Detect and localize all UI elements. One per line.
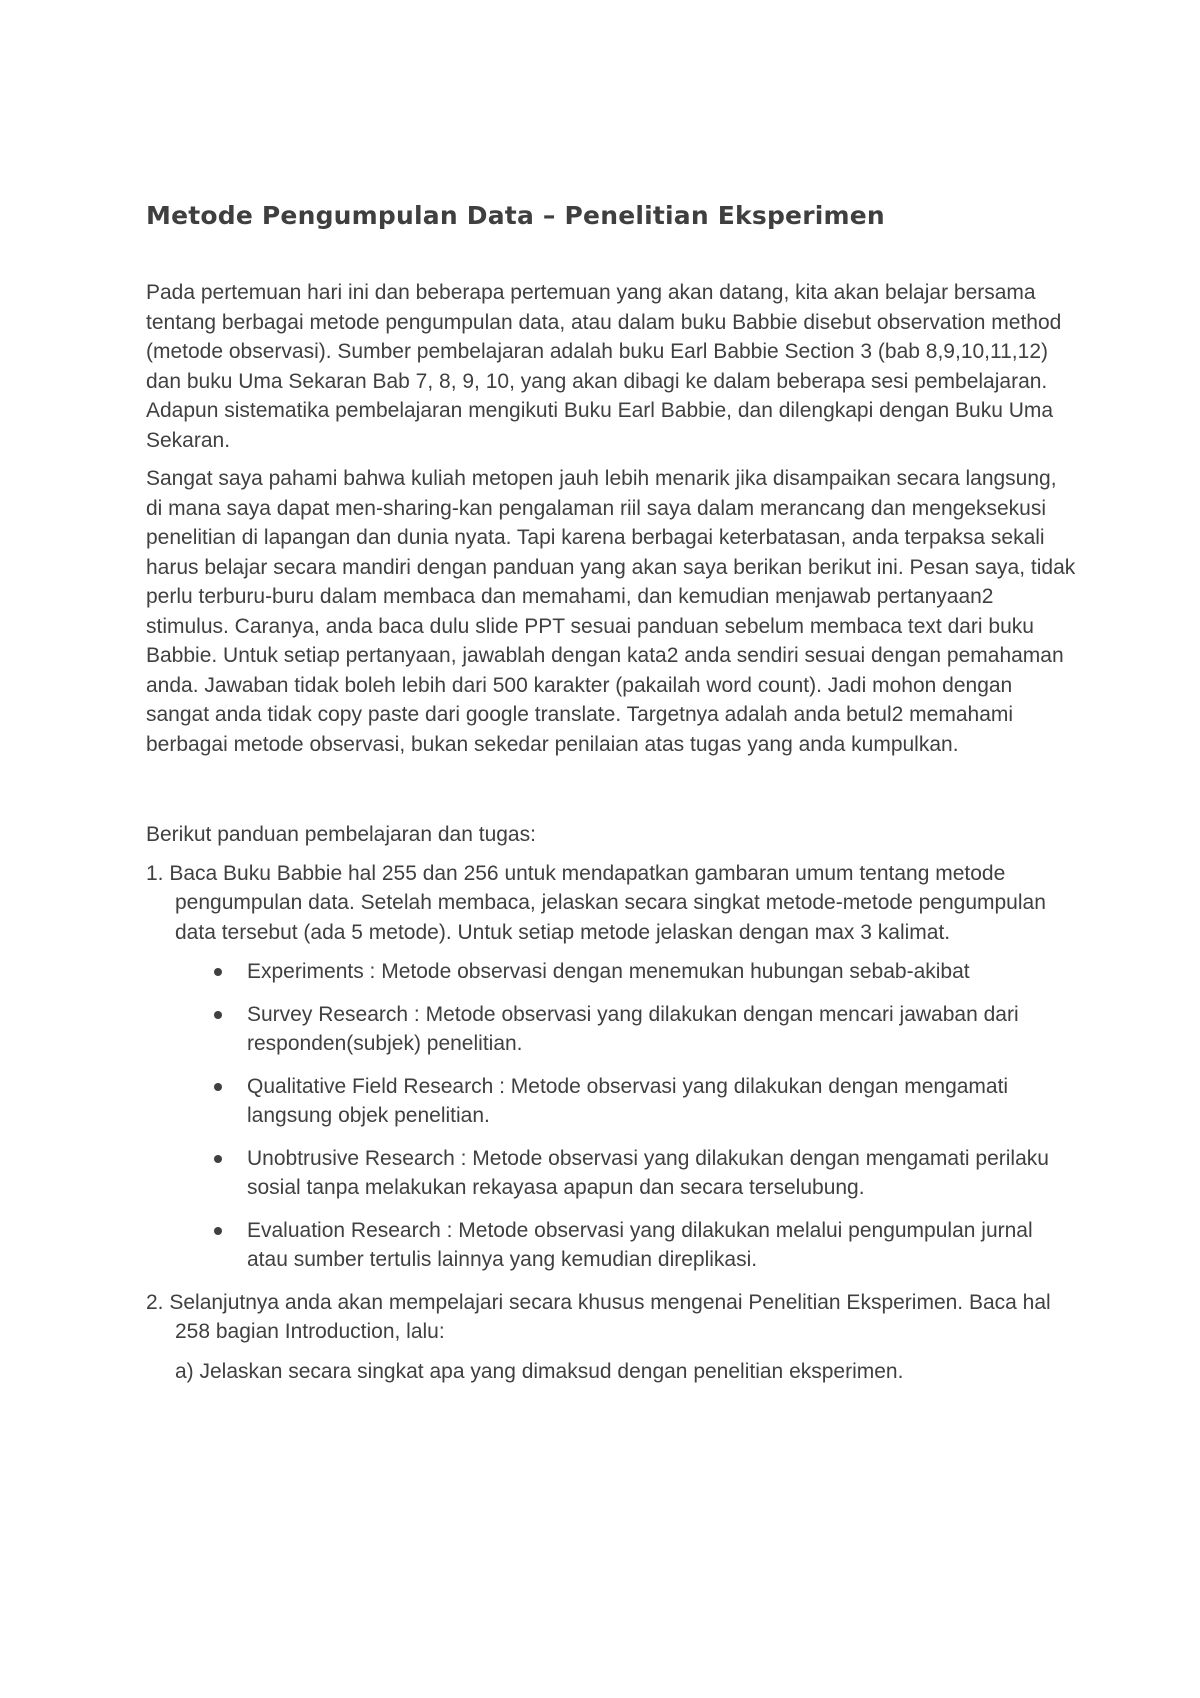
method-text: Qualitative Field Research : Metode observasi yang dilakukan dengan mengamati langsung objek penelitian. xyxy=(247,1074,1009,1127)
spacer xyxy=(146,768,1076,820)
method-text: Experiments : Metode observasi dengan menemukan hubungan sebab-akibat xyxy=(247,960,970,983)
bullet-icon xyxy=(214,1083,222,1091)
method-item-survey xyxy=(146,1000,1076,1059)
guide-intro: Berikut panduan pembelajaran dan tugas: xyxy=(146,823,536,846)
method-text: Evaluation Research : Metode observasi yang dilakukan melalui pengumpulan jurnal atau sumber tertulis lainnya yang kemudian direplikasi. xyxy=(247,1218,1033,1271)
method-item-experiments xyxy=(146,957,1076,987)
method-list xyxy=(146,957,1076,1275)
bullet-icon xyxy=(214,1155,222,1163)
task-item-1: 1. Baca Buku Babbie hal 255 dan 256 untuk mendapatkan gambaran umum tentang metode pengumpulan data. Setelah membaca, jelaskan secara singkat metode-metode pengumpulan data tersebut (ada 5 metode). Untuk setiap metode jelaskan dengan max 3 kalimat. xyxy=(146,861,1046,944)
task-item-2a: a) Jelaskan secara singkat apa yang dimaksud dengan penelitian eksperimen. xyxy=(175,1359,904,1383)
document-body xyxy=(146,196,1076,1386)
context-paragraph: Sangat saya pahami bahwa kuliah metopen jauh lebih menarik jika disampaikan secara langsung, di mana saya dapat men-sharing-kan pengalaman riil saya dalam merancang dan mengeksekusi penelitian di lapangan dan dunia nyata. Tapi karena berbagai keterbatasan, anda terpaksa sekali harus belajar secara mandiri dengan panduan yang akan saya berikan berikut ini. Pesan saya, tidak perlu terburu-buru dalam membaca dan memahami, dan kemudian menjawab pertanyaan2 stimulus. Caranya, anda baca dulu slide PPT sesuai panduan sebelum membaca text dari buku Babbie. Untuk setiap pertanyaan, jawablah dengan kata2 anda sendiri sesuai dengan pemahaman anda. Jawaban tidak boleh lebih dari 500 karakter (pakailah word count). Jadi mohon dengan sangat anda tidak copy paste dari google translate. Targetnya adalah anda betul2 memahami berbagai metode observasi, bukan sekedar penilaian atas tugas yang anda kumpulkan. xyxy=(146,467,1076,756)
method-item-unobtrusive xyxy=(146,1144,1076,1203)
method-item-qualitative xyxy=(146,1072,1076,1131)
bullet-icon xyxy=(214,1011,222,1019)
task-item-2: 2. Selanjutnya anda akan mempelajari secara khusus mengenai Penelitian Eksperimen. Baca hal 258 bagian Introduction, lalu: xyxy=(146,1290,1051,1343)
bullet-icon xyxy=(214,1227,222,1235)
bullet-icon xyxy=(214,968,222,976)
document-title: Metode Pengumpulan Data – Penelitian Eksperimen xyxy=(146,201,885,230)
method-item-evaluation xyxy=(146,1216,1076,1275)
intro-paragraph: Pada pertemuan hari ini dan beberapa pertemuan yang akan datang, kita akan belajar bersama tentang berbagai metode pengumpulan data, atau dalam buku Babbie disebut observation method (metode observasi). Sumber pembelajaran adalah buku Earl Babbie Section 3 (bab 8,9,10,11,12) dan buku Uma Sekaran Bab 7, 8, 9, 10, yang akan dibagi ke dalam beberapa sesi pembelajaran. Adapun sistematika pembelajaran mengikuti Buku Earl Babbie, dan dilengkapi dengan Buku Uma Sekaran. xyxy=(146,281,1062,452)
method-text: Survey Research : Metode observasi yang dilakukan dengan mencari jawaban dari responden(subjek) penelitian. xyxy=(247,1002,1019,1055)
method-text: Unobtrusive Research : Metode observasi yang dilakukan dengan mengamati perilaku sosial tanpa melakukan rekayasa apapun dan secara terselubung. xyxy=(247,1146,1049,1199)
